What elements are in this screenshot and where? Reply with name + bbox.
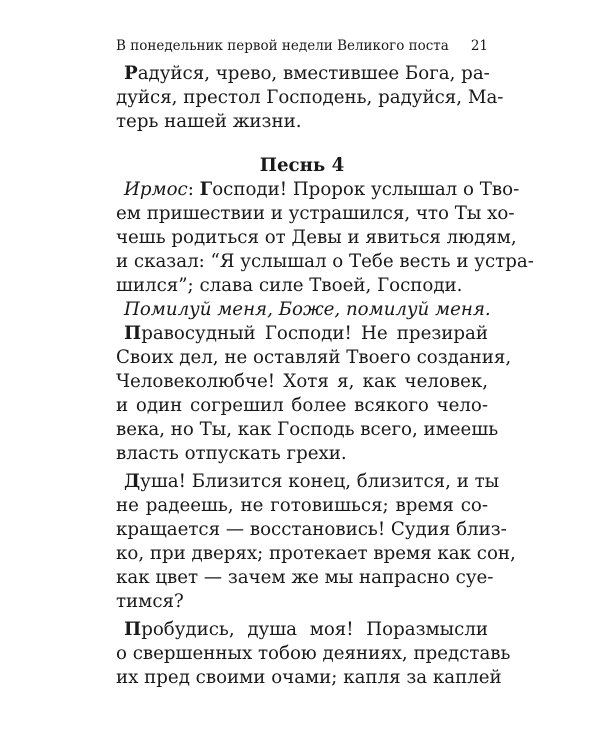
- text-line: чешь родиться от Девы и явиться людям,: [116, 227, 517, 248]
- text-line: кращается — восстановись! Судия близ-: [116, 519, 507, 540]
- text-line: Правосудный Господи! Не презирай: [124, 323, 488, 344]
- text-line: не радеешь, не готовишься; время со-: [116, 495, 488, 516]
- paragraph-theotokion: [116, 62, 504, 134]
- text-line: власть отпускать грехи.: [116, 443, 347, 464]
- text-line: Ирмос: Господи! Пророк услышал о Тво-: [124, 179, 520, 200]
- text-line: терь нашей жизни.: [116, 111, 302, 132]
- text-line: Душа! Близится конец, близится, и ты: [124, 471, 500, 492]
- text-line: и сказал: “Я услышал о Тебе весть и устра-: [116, 251, 534, 272]
- paragraph-troparion-1: [116, 322, 512, 466]
- refrain: Помилуй меня, Боже, помилуй меня.: [124, 299, 491, 320]
- running-header: [116, 38, 488, 54]
- ode-heading: Песнь 4: [259, 155, 345, 176]
- irmos-label: Ирмос: [124, 179, 188, 200]
- text-line: Человеколюбче! Хотя я, как человек,: [116, 371, 488, 392]
- text-line: шился”; слава силе Твоей, Господи.: [116, 275, 463, 296]
- text-line: их пред своими очами; капля за каплей: [116, 667, 502, 688]
- page-body: [116, 62, 534, 690]
- running-title: В понедельник первой недели Великого поста: [116, 38, 449, 54]
- text-line: как цвет — зачем же мы напрасно суе-: [116, 567, 494, 588]
- drop-initial: Р: [124, 63, 138, 84]
- text-line: Пробудись, душа моя! Поразмысли: [124, 619, 488, 640]
- text-line: ем пришествии и устрашился, что Ты хо-: [116, 203, 515, 224]
- text-line: и один согрешил более всякого чело-: [116, 395, 488, 416]
- text-line: Радуйся, чрево, вместившее Бога, ра-: [124, 63, 490, 84]
- paragraph-irmos: [116, 178, 534, 298]
- drop-initial: Г: [199, 179, 213, 200]
- text-line: века, но Ты, как Господь всего, имеешь: [116, 419, 499, 440]
- drop-initial: П: [124, 619, 142, 640]
- text-line: ко, при дверях; протекает время как сон,: [116, 543, 516, 564]
- text-line: дуйся, престол Господень, радуйся, Ма-: [116, 87, 504, 108]
- drop-initial: П: [124, 323, 142, 344]
- text-line: тимся?: [116, 591, 184, 612]
- text-line: о свершенных тобою деяниях, представь: [116, 643, 511, 664]
- text-line: Своих дел, не оставляй Твоего создания,: [116, 347, 512, 368]
- paragraph-troparion-2: [116, 470, 516, 614]
- paragraph-troparion-3: [116, 618, 511, 690]
- page-number: 21: [470, 38, 488, 54]
- drop-initial: Д: [124, 471, 141, 492]
